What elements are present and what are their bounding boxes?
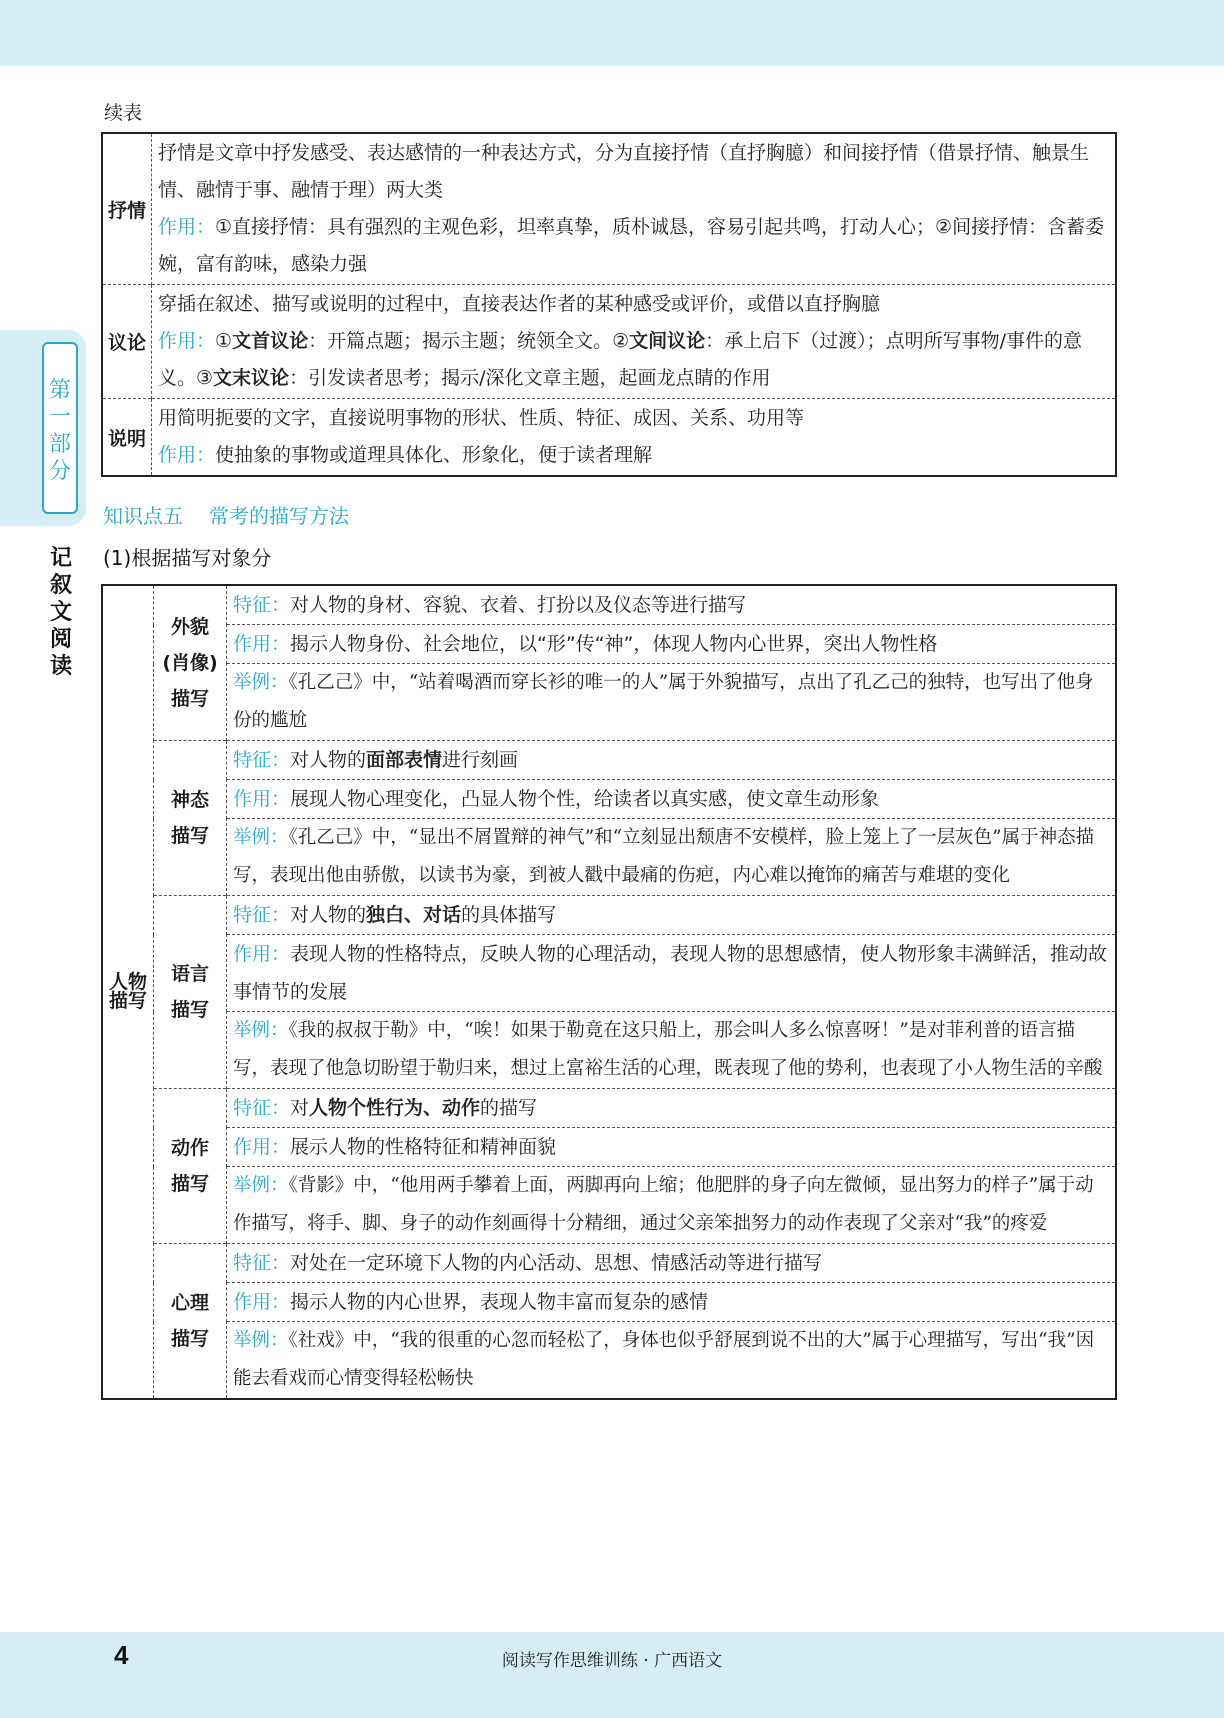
table-row	[102, 1012, 1116, 1089]
row-label: 议论	[102, 285, 152, 399]
feature-tag: 特征：	[233, 594, 291, 616]
keyword: 文末议论	[213, 367, 290, 389]
table-row	[102, 1283, 1116, 1322]
example-text: 《社戏》中，“我的很重的心忽而轻松了，身体也似乎舒展到说不出的大”属于心理描写，写出“我”因能去看戏而心情变得轻松畅快	[233, 1330, 1095, 1389]
feature-tag: 特征：	[233, 1097, 291, 1119]
function-text: 揭示人物身份、社会地位，以“形”传“神”，体现人物内心世界，突出人物性格	[290, 633, 938, 655]
feature-text: 的具体描写	[461, 904, 557, 926]
example-tag: 举例：	[233, 1020, 289, 1041]
example-tag: 举例：	[233, 827, 289, 848]
feature-tag: 特征：	[233, 1252, 291, 1274]
category-cell	[102, 585, 154, 1399]
table-row	[102, 399, 1116, 477]
feature-text: 对人物的	[290, 904, 367, 926]
group-label-cell	[154, 1244, 227, 1400]
function-tag: 作用：	[233, 943, 291, 965]
example-row	[227, 1012, 1117, 1089]
side-tab-label: 第 一 部 分	[48, 378, 71, 484]
example-text: 《孔乙己》中，“站着喝酒而穿长衫的唯一的人”属于外貌描写，点出了孔乙己的独特，也写出了他身份的尴尬	[233, 672, 1094, 731]
table-row	[102, 896, 1116, 935]
example-text: 《背影》中，“他用两手攀着上面，两脚再向上缩；他肥胖的身子向左微倾，显出努力的样子”属于动作描写，将手、脚、身子的动作刻画得十分精细，通过父亲笨拙努力的动作表现了父亲对“我”的疼爱	[233, 1175, 1094, 1234]
subheading: (1)根据描写对象分	[103, 546, 272, 570]
footer-band	[0, 1632, 1224, 1718]
feature-row	[227, 585, 1117, 625]
function-text: 展示人物的性格特征和精神面貌	[290, 1136, 557, 1158]
example-row	[227, 1322, 1117, 1400]
table-row	[102, 1244, 1116, 1283]
keyword: 、	[404, 904, 424, 926]
function-tag: 作用：	[233, 1136, 291, 1158]
function-tag: 作用：	[158, 444, 216, 466]
group-label: 神态 描写	[170, 789, 209, 847]
feature-tag: 特征：	[233, 749, 291, 771]
group-label-cell	[154, 896, 227, 1089]
function-tag: 作用：	[158, 330, 216, 352]
table-row	[102, 664, 1116, 741]
table-row	[102, 1128, 1116, 1167]
table-row	[102, 133, 1116, 285]
feature-text: 对处在一定环境下人物的内心活动、思想、情感活动等进行描写	[290, 1252, 823, 1274]
group-label: 动作 描写	[170, 1137, 209, 1195]
example-text: 《孔乙己》中，“显出不屑置辩的神气”和“立刻显出颓唐不安模样，脸上笼上了一层灰色”属于神态描写，表现出他由骄傲，以读书为豪，到被人戳中最痛的伤疤，内心难以掩饰的痛苦与难堪的变化	[233, 827, 1095, 886]
heading-number: 知识点五	[103, 504, 183, 528]
function-text: ①	[215, 330, 233, 352]
table-row	[102, 1089, 1116, 1128]
example-tag: 举例：	[233, 1175, 289, 1196]
keyword: 面部表情	[366, 749, 443, 771]
page-number: 4	[114, 1640, 129, 1670]
expression-methods-table	[101, 132, 1117, 477]
example-row	[227, 819, 1117, 896]
example-tag: 举例：	[233, 1330, 289, 1351]
feature-text: 对人物的身材、容貌、衣着、打扮以及仪态等进行描写	[290, 594, 747, 616]
group-label-cell	[154, 1089, 227, 1244]
group-label: 心理 描写	[170, 1292, 209, 1350]
row-label: 说明	[102, 399, 152, 477]
example-text: 《我的叔叔于勒》中，“唉！如果于勒竟在这只船上，那会叫人多么惊喜呀！”是对菲利普的语言描写，表现了他急切盼望于勒归来，想过上富裕生活的心理，既表现了他的势利，也表现了小人物生活的辛酸	[233, 1020, 1103, 1079]
heading-title: 常考的描写方法	[209, 504, 349, 528]
description-methods-table	[101, 584, 1117, 1400]
function-row	[227, 625, 1117, 664]
table-row	[102, 585, 1116, 625]
footer-book-title: 阅读写作思维训练 · 广西语文	[501, 1651, 723, 1671]
feature-text: 对	[290, 1097, 310, 1119]
group-label-cell	[154, 585, 227, 741]
row-label: 抒情	[102, 133, 152, 285]
function-text: 揭示人物的内心世界，表现人物丰富而复杂的感情	[290, 1291, 709, 1313]
keyword: 对话	[423, 904, 462, 926]
function-text: ①直接抒情：具有强烈的主观色彩，坦率真挚，质朴诚恳，容易引起共鸣，打动人心；②间接抒情：含蓄委婉，富有韵味，感染力强	[158, 216, 1105, 275]
continued-label: 续表	[104, 102, 143, 124]
category-label: 人物 描写	[108, 971, 147, 1012]
example-row	[227, 1167, 1117, 1244]
feature-row	[227, 1244, 1117, 1283]
function-tag: 作用：	[158, 216, 216, 238]
function-row	[227, 1283, 1117, 1322]
table-row	[102, 625, 1116, 664]
feature-row	[227, 1089, 1117, 1128]
group-label: 语言 描写	[170, 963, 209, 1021]
function-row	[227, 1128, 1117, 1167]
group-label: 外貌 (肖像) 描写	[162, 616, 218, 710]
function-text: ：引发读者思考；揭示/深化文章主题，起画龙点睛的作用	[289, 367, 771, 389]
definition-text: 用简明扼要的文字，直接说明事物的形状、性质、特征、成因、关系、功用等	[158, 407, 805, 429]
function-row	[227, 780, 1117, 819]
keyword: 独白	[366, 904, 405, 926]
feature-tag: 特征：	[233, 904, 291, 926]
row-content	[152, 399, 1117, 477]
function-row	[227, 935, 1117, 1012]
function-text: ：开篇点题；揭示主题；统领全文。②	[308, 330, 630, 352]
feature-row	[227, 741, 1117, 780]
feature-row	[227, 896, 1117, 935]
function-text: 展现人物心理变化，凸显人物个性，给读者以真实感，使文章生动形象	[290, 788, 880, 810]
keyword: 人物个性行为、动作	[309, 1097, 481, 1119]
section-heading	[103, 500, 349, 529]
table-row	[102, 285, 1116, 399]
function-text: ：承上启下（过渡）；点明所写事物/事件的意义。③	[158, 330, 1083, 389]
group-label-cell	[154, 741, 227, 896]
table-row	[102, 780, 1116, 819]
header-band	[0, 0, 1224, 66]
table-row	[102, 741, 1116, 780]
example-row	[227, 664, 1117, 741]
table-row	[102, 935, 1116, 1012]
function-text: 表现人物的性格特点，反映人物的心理活动，表现人物的思想感情，使人物形象丰满鲜活，推动故事情节的发展	[233, 943, 1108, 1003]
feature-text: 的描写	[480, 1097, 538, 1119]
definition-text: 穿插在叙述、描写或说明的过程中，直接表达作者的某种感受或评价，或借以直抒胸臆	[158, 293, 881, 315]
function-tag: 作用：	[233, 788, 291, 810]
function-tag: 作用：	[233, 633, 291, 655]
feature-text: 对人物的	[290, 749, 367, 771]
table-row	[102, 819, 1116, 896]
example-tag: 举例：	[233, 672, 289, 693]
keyword: 文间议论	[629, 330, 706, 352]
function-tag: 作用：	[233, 1291, 291, 1313]
side-section-label: 记 叙 文 阅 读	[49, 546, 72, 679]
row-content	[152, 133, 1117, 285]
table-row	[102, 1167, 1116, 1244]
function-text: 使抽象的事物或道理具体化、形象化，便于读者理解	[215, 444, 653, 466]
keyword: 文首议论	[232, 330, 309, 352]
feature-text: 进行刻画	[442, 749, 519, 771]
definition-text: 抒情是文章中抒发感受、表达感情的一种表达方式，分为直接抒情（直抒胸臆）和间接抒情（借景抒情、触景生情、融情于事、融情于理）两大类	[158, 142, 1090, 201]
table-row	[102, 1322, 1116, 1400]
row-content	[152, 285, 1117, 399]
